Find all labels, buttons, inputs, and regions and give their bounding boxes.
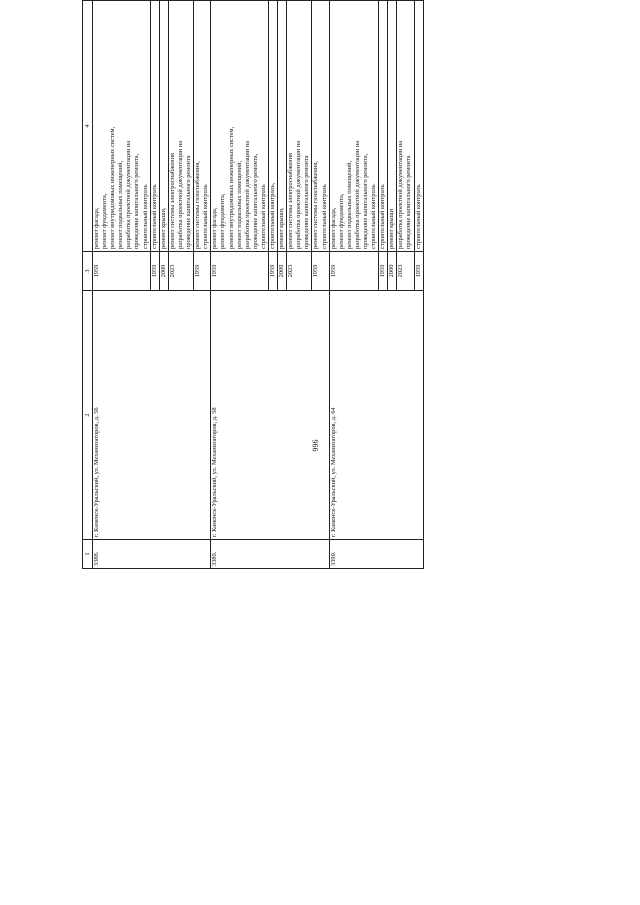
work-item: ремонт крыши, [278,207,286,249]
year-cell: 2023 [397,252,414,291]
work-item: ремонт фундамента, [219,193,227,249]
work-item: ремонт внутридомовых инженерных систем, [227,126,235,249]
capital-repair-table [82,0,424,569]
work-item: ремонт фундамента, [101,193,109,249]
work-types-cell [329,1,379,252]
header-col-5 [83,0,93,1]
work-types-cell [268,1,277,252]
work-item: ремонт подвальных помещений, [117,160,125,249]
year-cell: 1959 [379,252,388,291]
work-item: ремонт системы электроснабжения [168,153,176,249]
header-col-3: 3 [83,252,93,291]
work-item: строительный контроль [141,184,149,249]
period-cell [379,0,388,1]
period-cell [159,0,168,1]
work-types-cell [397,1,414,252]
page-number: 966 [310,439,320,452]
work-item: ремонт фундамента, [337,193,345,249]
work-item: ремонт фасада, [211,207,219,249]
work-item: проведение капитального ремонта, [251,153,259,249]
work-item: строительный контроль [370,184,378,249]
period-cell [194,0,211,1]
period-cell [93,0,151,1]
period-cell [312,0,329,1]
work-types-cell [194,1,211,252]
table-row [211,0,269,569]
year-cell: 1959 [211,252,269,291]
work-item: разработка проектной документации на [397,140,405,249]
work-item: разработка проектной документации на [295,140,303,249]
row-number: 3389. [211,540,329,569]
work-item: разработка проектной документации на [243,140,251,249]
work-item: разработка проектной документации на [353,140,361,249]
period-cell [278,0,287,1]
work-item: ремонт фасада, [93,207,100,249]
work-item: проведение капитального ремонта [185,155,193,249]
year-cell: 2023 [287,252,312,291]
work-item: строительный контроль [202,184,210,249]
work-item: ремонт системы газоснабжения, [194,161,202,249]
year-cell: 1959 [312,252,329,291]
building-address: г. Каменск-Уральский, ул. Механизаторов, д. 64 [329,291,423,540]
header-row [83,0,93,569]
work-item: строительный контроль [150,184,158,249]
year-cell: 1959 [150,252,159,291]
rotated-page-area [82,85,566,848]
work-item: строительный контроль [259,184,267,249]
building-address: г. Каменск-Уральский, ул. Механизаторов, д. 56 [93,291,211,540]
period-cell [388,0,397,1]
table-wrapper [82,0,566,569]
work-types-cell [168,1,193,252]
work-item: проведение капитального ремонта, [362,153,369,249]
work-item: ремонт внутридомовых инженерных систем, [109,126,117,249]
work-item: строительный контроль [320,184,328,249]
work-item: ремонт крыши, [159,207,167,249]
work-item: ремонт системы электроснабжения [287,153,295,249]
work-item: ремонт фасада, [329,207,337,249]
work-types-cell [150,1,159,252]
period-cell [397,0,414,1]
year-cell: 1959 [194,252,211,291]
header-col-4: 4 [83,1,93,252]
period-cell [268,0,277,1]
year-cell: 2000 [388,252,397,291]
period-cell [414,0,423,1]
year-cell: 1959 [93,252,151,291]
work-item: строительный контроль [414,184,422,249]
year-cell: 2023 [168,252,193,291]
table-row [93,0,151,569]
work-item: проведение капитального ремонта, [133,153,141,249]
work-types-cell [278,1,287,252]
work-item: разработка проектной документации на [176,140,184,249]
header-col-2: 2 [83,291,93,540]
work-types-cell [414,1,423,252]
work-types-cell [379,1,388,252]
work-item: проведение капитального ремонта [303,155,311,249]
work-types-cell [287,1,312,252]
work-types-cell [93,1,151,252]
period-cell [150,0,159,1]
work-types-cell [159,1,168,252]
year-cell: 1959 [329,252,379,291]
work-item: ремонт подвальных помещений, [235,160,243,249]
work-item: проведение капитального ремонта [405,155,413,249]
period-cell [211,0,269,1]
row-number: 3390. [329,540,423,569]
building-address: г. Каменск-Уральский, ул. Механизаторов, д. 58 [211,291,329,540]
period-cell [329,0,379,1]
work-types-cell [211,1,269,252]
table-row [329,0,379,569]
table-body [93,0,424,569]
period-cell [287,0,312,1]
work-item: строительный контроль [379,184,387,249]
year-cell: 1959 [414,252,423,291]
year-cell: 1959 [268,252,277,291]
work-item: ремонт системы газоснабжения, [312,161,320,249]
work-item: ремонт крыши [388,208,396,249]
work-item: ремонт подвальных помещений, [345,160,353,249]
year-cell: 2009 [278,252,287,291]
row-number: 3388. [93,540,211,569]
header-col-1: 1 [83,540,93,569]
period-cell [168,0,193,1]
work-item: строительный контроль, [268,182,276,249]
work-types-cell [312,1,329,252]
year-cell: 2009 [159,252,168,291]
work-item: разработка проектной документации на [125,140,133,249]
work-types-cell [388,1,397,252]
